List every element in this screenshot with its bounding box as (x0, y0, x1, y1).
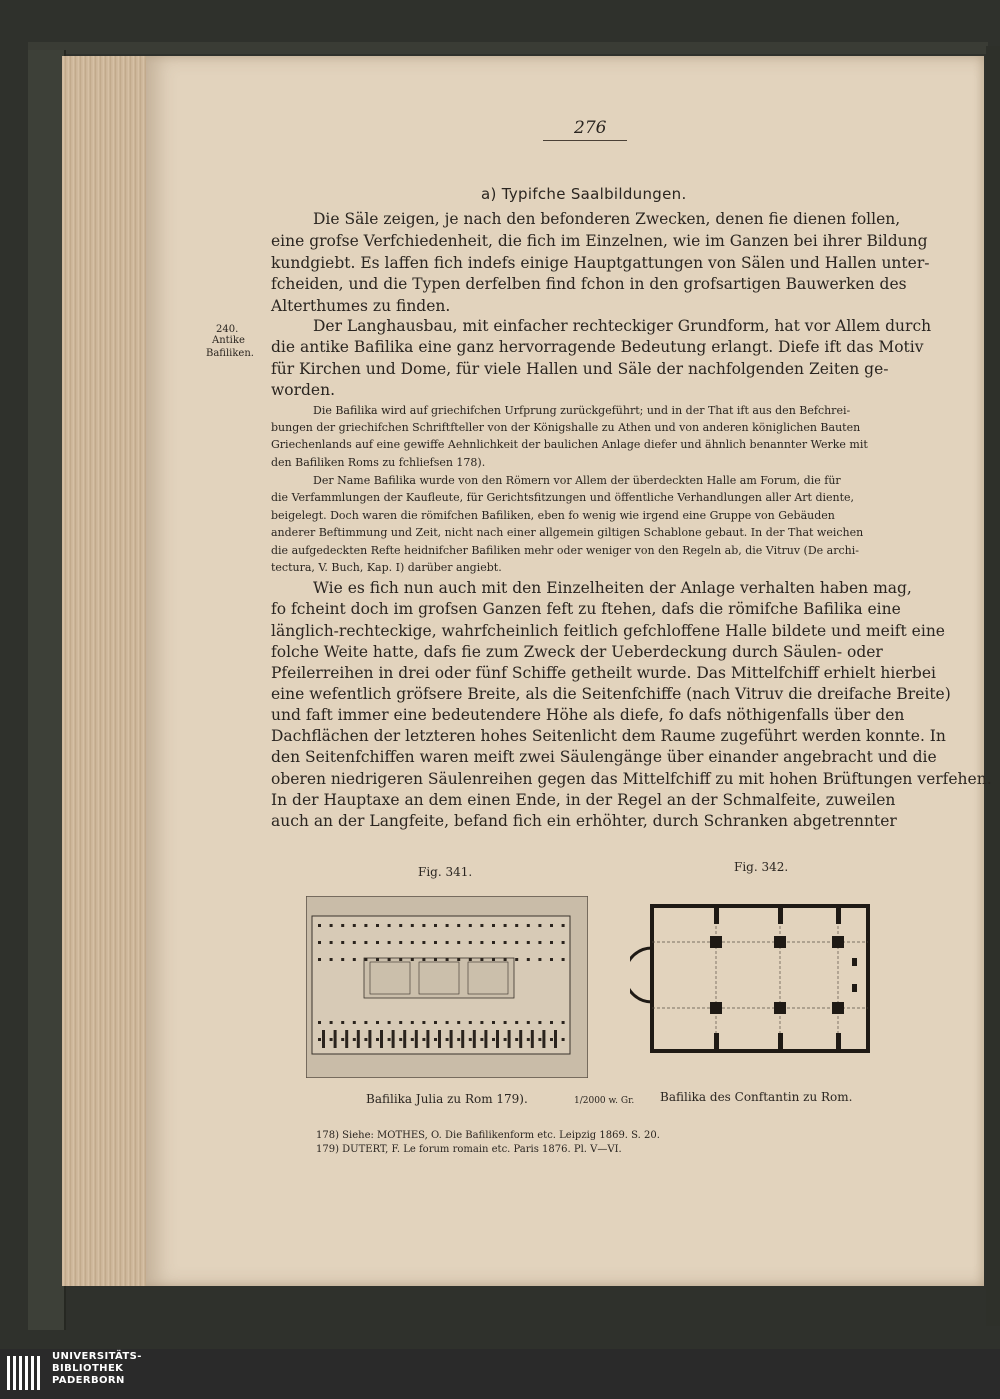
column-mark (388, 941, 391, 944)
pier-mark (438, 1030, 441, 1048)
column-mark (492, 1038, 495, 1041)
column-mark (492, 924, 495, 927)
pier-mark (461, 1030, 464, 1048)
pier-mark (554, 1030, 557, 1048)
smallprint2-line: Der Name Bafilika wurde von den Römern vor Allem der überdeckten Halle am Forum, die für (313, 474, 841, 487)
pier-mark (484, 1030, 487, 1048)
column-mark (376, 958, 379, 961)
pier-mark (357, 1030, 360, 1048)
column-mark (538, 958, 541, 961)
column-mark (480, 941, 483, 944)
column-mark (457, 1021, 460, 1024)
column-mark (469, 1038, 472, 1041)
column-mark (550, 924, 553, 927)
column-mark (480, 958, 483, 961)
column-mark (411, 1021, 414, 1024)
column-mark (353, 1021, 356, 1024)
column-mark (434, 941, 437, 944)
library-name-line-3: PADERBORN (52, 1375, 125, 1386)
para1-line: kundgiebt. Es laffen fich indefs einige Hauptgattungen von Sälen und Hallen unter- (271, 254, 930, 272)
page-edges (62, 56, 152, 1286)
column-mark (515, 924, 518, 927)
column-mark (422, 1021, 425, 1024)
column-mark (538, 1021, 541, 1024)
smallprint2-line: tectura, V. Buch, Kap. I) darüber angiebt. (271, 561, 502, 574)
pier-mark (322, 1030, 325, 1048)
book-cover-left (28, 50, 66, 1330)
library-name-line-1: UNIVERSITÄTS- (52, 1351, 142, 1362)
para2-line: die antike Bafilika eine ganz hervorragende Bedeutung erlangt. Diefe ift das Motiv (271, 338, 924, 356)
column-mark (422, 924, 425, 927)
column-mark (411, 941, 414, 944)
para2-line: für Kirchen und Dome, für viele Hallen und Säle der nachfolgenden Zeiten ge- (271, 360, 889, 378)
column-mark (399, 958, 402, 961)
column-mark (411, 924, 414, 927)
smallprint2-line: anderer Beftimmung und Zeit, nicht nach einer allgemein giltigen Schablone gebaut. In der That weichen (271, 526, 864, 539)
column-mark (504, 941, 507, 944)
column-mark (527, 1038, 530, 1041)
pier-mark (542, 1030, 545, 1048)
pier-mark (392, 1030, 395, 1048)
para1-line: eine grofse Verfchiedenheit, die fich im Einzelnen, wie im Ganzen bei ihrer Bildung (271, 232, 928, 250)
fig-341-label: Fig. 341. (418, 865, 473, 879)
margin-note-number: 240. (216, 324, 239, 335)
column-mark (330, 1021, 333, 1024)
library-footer-bar (0, 1349, 1000, 1399)
page-number: 276 (574, 118, 607, 138)
para2-line: worden. (271, 381, 336, 399)
para3-line: In der Hauptaxe an dem einen Ende, in der Regel an der Schmalfeite, zuweilen (271, 791, 896, 809)
para3-line: eine wefentlich gröfsere Breite, als die Seitenfchiffe (nach Vitruv die dreifache Breite) (271, 685, 951, 703)
column-mark (492, 941, 495, 944)
column-mark (376, 941, 379, 944)
para3-line: oberen niedrigeren Säulenreihen gegen das Mittelfchiff zu mit hohen Brüftungen verfehen. (271, 770, 992, 788)
pier-mark (508, 1030, 511, 1048)
column-mark (388, 924, 391, 927)
column-mark (446, 941, 449, 944)
column-mark (550, 1038, 553, 1041)
column-mark (388, 1021, 391, 1024)
column-mark (457, 1038, 460, 1041)
column-mark (527, 941, 530, 944)
caption-fig-341: Bafilika Julia zu Rom 179). (366, 1092, 528, 1106)
para1-line: Die Säle zeigen, je nach den befonderen Zwecken, denen fie dienen follen, (313, 210, 901, 228)
column-mark (376, 1038, 379, 1041)
column-mark (550, 941, 553, 944)
column-mark (504, 1021, 507, 1024)
pier-mark (380, 1030, 383, 1048)
para1-line: Alterthumes zu finden. (271, 297, 451, 315)
column-mark (480, 924, 483, 927)
column-mark (364, 1021, 367, 1024)
column-mark (527, 924, 530, 927)
column-mark (399, 1038, 402, 1041)
column-mark (469, 958, 472, 961)
smallprint1-line: den Bafiliken Roms zu fchliefsen 178). (271, 456, 486, 469)
smallprint1-line: Griechenlands auf eine gewiffe Aehnlichkeit der baulichen Anlage diefer und ähnlich benannter Werke mit (271, 438, 868, 451)
column-mark (434, 1038, 437, 1041)
column-mark (341, 941, 344, 944)
column-mark (480, 1038, 483, 1041)
column-mark (341, 924, 344, 927)
para3-line: Wie es fich nun auch mit den Einzelheiten der Anlage verhalten haben mag, (313, 579, 912, 597)
column-mark (504, 958, 507, 961)
para3-line: den Seitenfchiffen waren meift zwei Säulengänge über einander angebracht und die (271, 748, 937, 766)
column-mark (446, 924, 449, 927)
column-mark (341, 1038, 344, 1041)
column-mark (434, 1021, 437, 1024)
column-mark (330, 1038, 333, 1041)
basilica-julia-plan (306, 896, 588, 1078)
column-mark (376, 1021, 379, 1024)
column-mark (515, 1038, 518, 1041)
pier-mark (473, 1030, 476, 1048)
pier-mark (496, 1030, 499, 1048)
column-mark (446, 1038, 449, 1041)
column-mark (399, 1021, 402, 1024)
column-mark (422, 1038, 425, 1041)
book-cover-top (28, 42, 988, 54)
column-mark (330, 958, 333, 961)
column-mark (330, 941, 333, 944)
column-mark (318, 958, 321, 961)
column-mark (364, 924, 367, 927)
para3-line: fo fcheint doch im grofsen Ganzen feft zu ftehen, dafs die römifche Bafilika eine (271, 600, 901, 618)
para3-line: auch an der Langfeite, befand fich ein erhöhter, durch Schranken abgetrennter (271, 812, 897, 830)
library-name-line-2: BIBLIOTHEK (52, 1363, 124, 1374)
pier-mark (334, 1030, 337, 1048)
column-mark (527, 1021, 530, 1024)
column-mark (353, 958, 356, 961)
pier-mark (345, 1030, 348, 1048)
column-mark (353, 941, 356, 944)
column-mark (562, 958, 565, 961)
column-mark (480, 1021, 483, 1024)
smallprint2-line: beigelegt. Doch waren die römifchen Bafiliken, eben fo wenig wie irgend eine Gruppe von Gebäuden (271, 509, 835, 522)
column-mark (399, 941, 402, 944)
para2-line: Der Langhausbau, mit einfacher rechteckiger Grundform, hat vor Allem durch (313, 317, 932, 335)
pier-mark (450, 1030, 453, 1048)
page-number-rule (543, 140, 627, 141)
fig-342-label: Fig. 342. (734, 860, 789, 874)
column-mark (364, 958, 367, 961)
column-mark (411, 1038, 414, 1041)
column-mark (469, 1021, 472, 1024)
para3-line: folche Weite hatte, dafs fie zum Zweck der Ueberdeckung durch Säulen- oder (271, 643, 883, 661)
column-mark (538, 1038, 541, 1041)
para3-line: länglich-rechteckige, wahrfcheinlich feitlich gefchloffene Halle bildete und meift eine (271, 622, 945, 640)
column-mark (538, 924, 541, 927)
column-mark (457, 958, 460, 961)
para1-line: fcheiden, und die Typen derfelben find fchon in den grofsartigen Bauwerken des (271, 275, 907, 293)
para3-line: Dachflächen der letzteren hohes Seitenlicht dem Raume zugeführt werden konnte. In (271, 727, 946, 745)
margin-note-line-2: Bafiliken. (206, 348, 254, 359)
column-mark (527, 958, 530, 961)
column-mark (550, 958, 553, 961)
pier-mark (426, 1030, 429, 1048)
pier-mark (403, 1030, 406, 1048)
column-mark (341, 958, 344, 961)
margin-note-line-1: Antike (212, 335, 245, 346)
column-mark (562, 924, 565, 927)
column-mark (364, 941, 367, 944)
caption-fig-342: Bafilika des Conftantin zu Rom. (660, 1090, 853, 1104)
column-mark (422, 941, 425, 944)
pier-mark (531, 1030, 534, 1048)
footnote-179: 179) DUTERT, F. Le forum romain etc. Paris 1876. Pl. V—VI. (316, 1144, 622, 1155)
column-mark (550, 1021, 553, 1024)
column-mark (399, 924, 402, 927)
column-mark (504, 1038, 507, 1041)
scale-note: 1/2000 w. Gr. (574, 1096, 635, 1106)
column-mark (515, 941, 518, 944)
footnote-178: 178) Siehe: MOTHES, O. Die Bafilikenform etc. Leipzig 1869. S. 20. (316, 1130, 660, 1141)
column-mark (492, 958, 495, 961)
pier-mark (415, 1030, 418, 1048)
column-mark (434, 958, 437, 961)
column-mark (538, 941, 541, 944)
column-mark (446, 1021, 449, 1024)
column-mark (318, 1038, 321, 1041)
column-mark (469, 941, 472, 944)
column-mark (492, 1021, 495, 1024)
column-mark (446, 958, 449, 961)
para3-line: und faft immer eine bedeutendere Höhe als diefe, fo dafs nöthigenfalls über den (271, 706, 905, 724)
smallprint2-line: die aufgedeckten Refte heidnifcher Bafiliken mehr oder weniger von den Regeln ab, die Vitruv (De archi- (271, 544, 859, 557)
column-mark (364, 1038, 367, 1041)
column-mark (562, 941, 565, 944)
column-mark (411, 958, 414, 961)
column-mark (388, 1038, 391, 1041)
column-mark (562, 1038, 565, 1041)
column-mark (353, 1038, 356, 1041)
column-mark (388, 958, 391, 961)
library-logo-icon (6, 1352, 44, 1396)
smallprint1-line: bungen der griechifchen Schriftfteller von der Königshalle zu Athen und von anderen königlichen Bauten (271, 421, 861, 434)
book-page (146, 56, 992, 1286)
column-mark (341, 1021, 344, 1024)
column-mark (422, 958, 425, 961)
column-mark (318, 1021, 321, 1024)
column-mark (353, 924, 356, 927)
column-mark (434, 924, 437, 927)
column-mark (515, 1021, 518, 1024)
smallprint2-line: die Verfammlungen der Kaufleute, für Gerichtsfitzungen und öffentliche Verhandlungen aller Art diente, (271, 491, 855, 504)
column-mark (330, 924, 333, 927)
book-cover-right (986, 46, 1000, 1326)
column-mark (376, 924, 379, 927)
smallprint1-line: Die Bafilika wird auf griechifchen Urfprung zurückgeführt; und in der That ift aus den Befchrei- (313, 404, 851, 417)
para3-line: Pfeilerreihen in drei oder fünf Schiffe getheilt wurde. Das Mittelfchiff erhielt hierbei (271, 664, 936, 682)
column-mark (562, 1021, 565, 1024)
pier-mark (519, 1030, 522, 1048)
column-mark (318, 941, 321, 944)
column-mark (457, 924, 460, 927)
column-mark (318, 924, 321, 927)
column-mark (457, 941, 460, 944)
column-mark (515, 958, 518, 961)
section-heading: a) Typifche Saalbildungen. (481, 185, 687, 203)
column-mark (504, 924, 507, 927)
column-mark (469, 924, 472, 927)
basilica-constantin-plan (630, 898, 874, 1054)
pier-mark (368, 1030, 371, 1048)
